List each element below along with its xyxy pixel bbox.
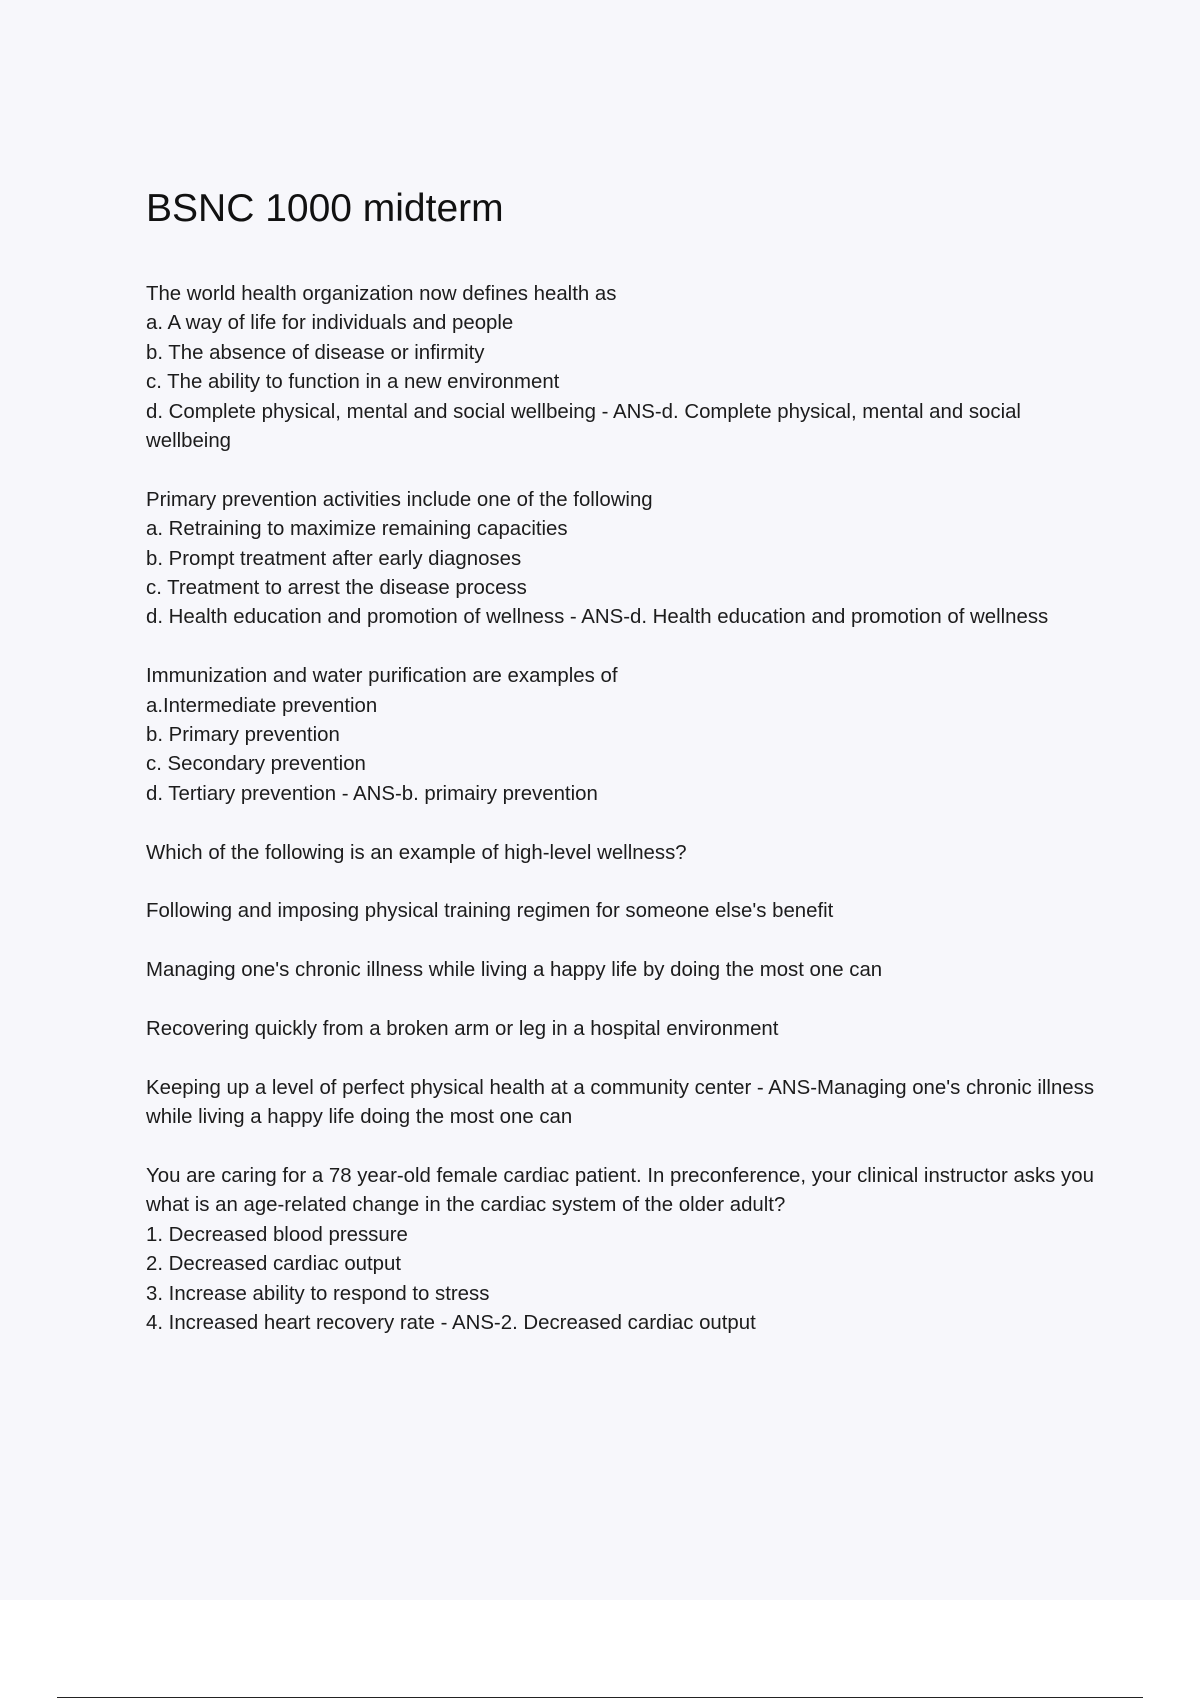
question-4-option-1	[146, 897, 1096, 926]
answer-option: 1. Decreased blood pressure	[146, 1223, 408, 1246]
document-content	[146, 280, 1096, 1368]
question-stem: Primary prevention activities include one of the following	[146, 488, 653, 511]
question-2	[146, 486, 1096, 633]
answer-option-with-key: Keeping up a level of perfect physical health at a community center - ANS-Managing one's chronic illness while living a happy life doing the most one can	[146, 1076, 1095, 1129]
footer-divider	[57, 1697, 1143, 1698]
question-stem: The world health organization now defines health as	[146, 283, 617, 305]
answer-option: 2. Decreased cardiac output	[146, 1253, 402, 1276]
answer-option: Following and imposing physical training regimen for someone else's benefit	[146, 900, 834, 923]
question-4-stem	[146, 839, 1096, 868]
answer-option-with-key: 4. Increased heart recovery rate - ANS-2. Decreased cardiac output	[146, 1312, 756, 1335]
answer-option: Managing one's chronic illness while living a happy life by doing the most one can	[146, 959, 883, 982]
answer-option: b. Prompt treatment after early diagnoses	[146, 547, 522, 570]
question-5	[146, 1162, 1096, 1338]
answer-option: c. Secondary prevention	[146, 753, 366, 776]
question-4-option-2	[146, 956, 1096, 985]
question-4-option-4	[146, 1074, 1096, 1133]
answer-option: c. Treatment to arrest the disease process	[146, 577, 527, 600]
answer-option: b. The absence of disease or infirmity	[146, 341, 485, 364]
answer-option-with-key: d. Health education and promotion of wellness - ANS-d. Health education and promotion of wellness	[146, 606, 1049, 629]
answer-option: b. Primary prevention	[146, 724, 340, 747]
question-stem: Immunization and water purification are examples of	[146, 665, 618, 688]
answer-option-with-key: d. Tertiary prevention - ANS-b. primairy prevention	[146, 782, 598, 805]
answer-option: Recovering quickly from a broken arm or leg in a hospital environment	[146, 1018, 779, 1041]
answer-option: a. Retraining to maximize remaining capacities	[146, 518, 568, 541]
answer-option: 3. Increase ability to respond to stress	[146, 1282, 490, 1305]
answer-option: c. The ability to function in a new environment	[146, 371, 560, 394]
answer-option-with-key: d. Complete physical, mental and social wellbeing - ANS-d. Complete physical, mental and social wellbeing	[146, 400, 1021, 453]
answer-option: a. A way of life for individuals and people	[146, 312, 514, 335]
question-4-option-3	[146, 1015, 1096, 1044]
document-title: BSNC 1000 midterm	[146, 187, 504, 230]
question-3	[146, 662, 1096, 809]
question-1	[146, 280, 1096, 456]
question-stem: Which of the following is an example of high-level wellness?	[146, 841, 687, 864]
question-stem: You are caring for a 78 year-old female cardiac patient. In preconference, your clinical instructor asks you what is an age-related change in the cardiac system of the older adult?	[146, 1165, 1094, 1217]
answer-option: a.Intermediate prevention	[146, 694, 378, 717]
